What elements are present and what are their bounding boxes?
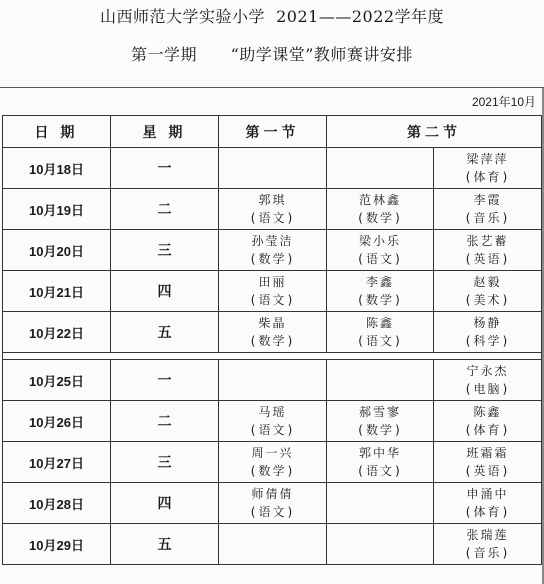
teacher-subject: (数学)	[356, 423, 404, 437]
slot-p2a	[327, 148, 434, 189]
week-separator	[3, 353, 542, 360]
teacher-name: 申涌中	[466, 487, 509, 501]
teacher-name: 郭琪	[258, 193, 287, 207]
slot-p2b	[434, 230, 542, 271]
teacher-name: 田丽	[258, 275, 287, 289]
teacher-name: 宁永杰	[466, 364, 509, 378]
table-row	[3, 271, 542, 312]
weekday-cell: 二	[111, 401, 219, 442]
slot-p2b	[434, 312, 542, 353]
table-row	[3, 442, 542, 483]
teacher-name: 师倩倩	[251, 487, 294, 501]
date-cell: 10月28日	[3, 483, 111, 524]
slot-p1	[219, 230, 327, 271]
teacher-name: 陈鑫	[365, 316, 394, 330]
weekday-cell: 二	[111, 189, 219, 230]
date-cell: 10月21日	[3, 271, 111, 312]
document-title-line2: 第一学期 “助学课堂”教师赛讲安排	[131, 45, 413, 64]
weekday-cell: 一	[111, 148, 219, 189]
teacher-subject: (体育)	[464, 170, 511, 184]
teacher-subject: (数学)	[249, 464, 296, 478]
weekday-cell: 四	[111, 271, 219, 312]
top-border	[0, 87, 544, 88]
header-period-2: 第二节	[327, 116, 542, 148]
teacher-subject: (电脑)	[464, 382, 511, 396]
slot-p2a	[327, 524, 434, 565]
table-row	[3, 148, 542, 189]
slot-p1	[219, 189, 327, 230]
date-cell: 10月18日	[3, 148, 111, 189]
slot-p2a	[327, 189, 434, 230]
slot-p1	[219, 148, 327, 189]
slot-p2b	[434, 189, 542, 230]
teacher-subject: (科学)	[464, 334, 511, 348]
teacher-subject: (语文)	[249, 211, 296, 225]
date-cell: 10月27日	[3, 442, 111, 483]
schedule-table	[2, 115, 542, 565]
teacher-subject: (语文)	[249, 423, 296, 437]
slot-p2a	[327, 360, 434, 401]
table-row	[3, 230, 542, 271]
table-row	[3, 401, 542, 442]
slot-p2a	[327, 271, 434, 312]
teacher-name: 梁小乐	[358, 234, 401, 248]
teacher-subject: (音乐)	[464, 546, 511, 560]
slot-p1	[219, 524, 327, 565]
teacher-subject: (英语)	[464, 252, 511, 266]
slot-p1	[219, 442, 327, 483]
teacher-subject: (语文)	[356, 334, 404, 348]
teacher-name: 张艺蓄	[466, 234, 509, 248]
slot-p2b	[434, 442, 542, 483]
teacher-name: 赵毅	[473, 275, 502, 289]
teacher-name: 范林鑫	[358, 193, 401, 207]
teacher-name: 杨静	[473, 316, 502, 330]
weekday-cell: 五	[111, 312, 219, 353]
date-cell: 10月26日	[3, 401, 111, 442]
teacher-name: 柴晶	[258, 316, 287, 330]
table-row	[3, 189, 542, 230]
teacher-subject: (语文)	[249, 293, 296, 307]
teacher-name: 李鑫	[365, 275, 394, 289]
weekday-cell: 三	[111, 230, 219, 271]
teacher-subject: (体育)	[464, 423, 511, 437]
header-date: 日 期	[3, 116, 111, 148]
slot-p1	[219, 483, 327, 524]
weekday-cell: 一	[111, 360, 219, 401]
date-cell: 10月25日	[3, 360, 111, 401]
header-weekday: 星 期	[111, 116, 219, 148]
teacher-subject: (体育)	[464, 505, 511, 519]
teacher-name: 班霜霜	[466, 446, 509, 460]
date-cell: 10月22日	[3, 312, 111, 353]
slot-p2a	[327, 442, 434, 483]
teacher-name: 陈鑫	[473, 405, 502, 419]
slot-p2b	[434, 271, 542, 312]
teacher-name: 李霞	[473, 193, 502, 207]
teacher-name: 郝雪寥	[358, 405, 401, 419]
slot-p2b	[434, 483, 542, 524]
weekday-cell: 三	[111, 442, 219, 483]
slot-p1	[219, 401, 327, 442]
teacher-name: 周一兴	[251, 446, 294, 460]
teacher-subject: (语文)	[356, 252, 404, 266]
teacher-subject: (数学)	[249, 252, 296, 266]
header-period-1: 第一节	[219, 116, 327, 148]
teacher-subject: (音乐)	[464, 211, 511, 225]
teacher-subject: (数学)	[356, 211, 404, 225]
week-separator-cell	[3, 353, 542, 360]
table-row	[3, 524, 542, 565]
teacher-name: 张瑞莲	[466, 528, 509, 542]
table-row	[3, 483, 542, 524]
teacher-subject: (语文)	[249, 505, 296, 519]
slot-p1	[219, 360, 327, 401]
date-cell: 10月29日	[3, 524, 111, 565]
document-date: 2021年10月	[471, 95, 536, 109]
teacher-subject: (语文)	[356, 464, 404, 478]
slot-p1	[219, 312, 327, 353]
teacher-name: 孙莹洁	[251, 234, 294, 248]
table-row	[3, 312, 542, 353]
teacher-name: 梁萍萍	[466, 152, 509, 166]
teacher-name: 马瑶	[258, 405, 287, 419]
teacher-subject: (数学)	[249, 334, 296, 348]
slot-p2a	[327, 230, 434, 271]
slot-p2b	[434, 401, 542, 442]
teacher-subject: (英语)	[464, 464, 511, 478]
date-cell: 10月20日	[3, 230, 111, 271]
table-row	[3, 360, 542, 401]
slot-p2a	[327, 312, 434, 353]
teacher-subject: (数学)	[356, 293, 404, 307]
teacher-name: 郭中华	[358, 446, 401, 460]
slot-p2a	[327, 483, 434, 524]
slot-p2a	[327, 401, 434, 442]
slot-p2b	[434, 148, 542, 189]
document-title-line1: 山西师范大学实验小学 2021——2022学年度	[99, 7, 445, 26]
table-header-row	[3, 116, 542, 148]
date-cell: 10月19日	[3, 189, 111, 230]
slot-p1	[219, 271, 327, 312]
teacher-subject: (美术)	[464, 293, 511, 307]
weekday-cell: 四	[111, 483, 219, 524]
slot-p2b	[434, 360, 542, 401]
weekday-cell: 五	[111, 524, 219, 565]
slot-p2b	[434, 524, 542, 565]
table-body	[3, 148, 542, 565]
